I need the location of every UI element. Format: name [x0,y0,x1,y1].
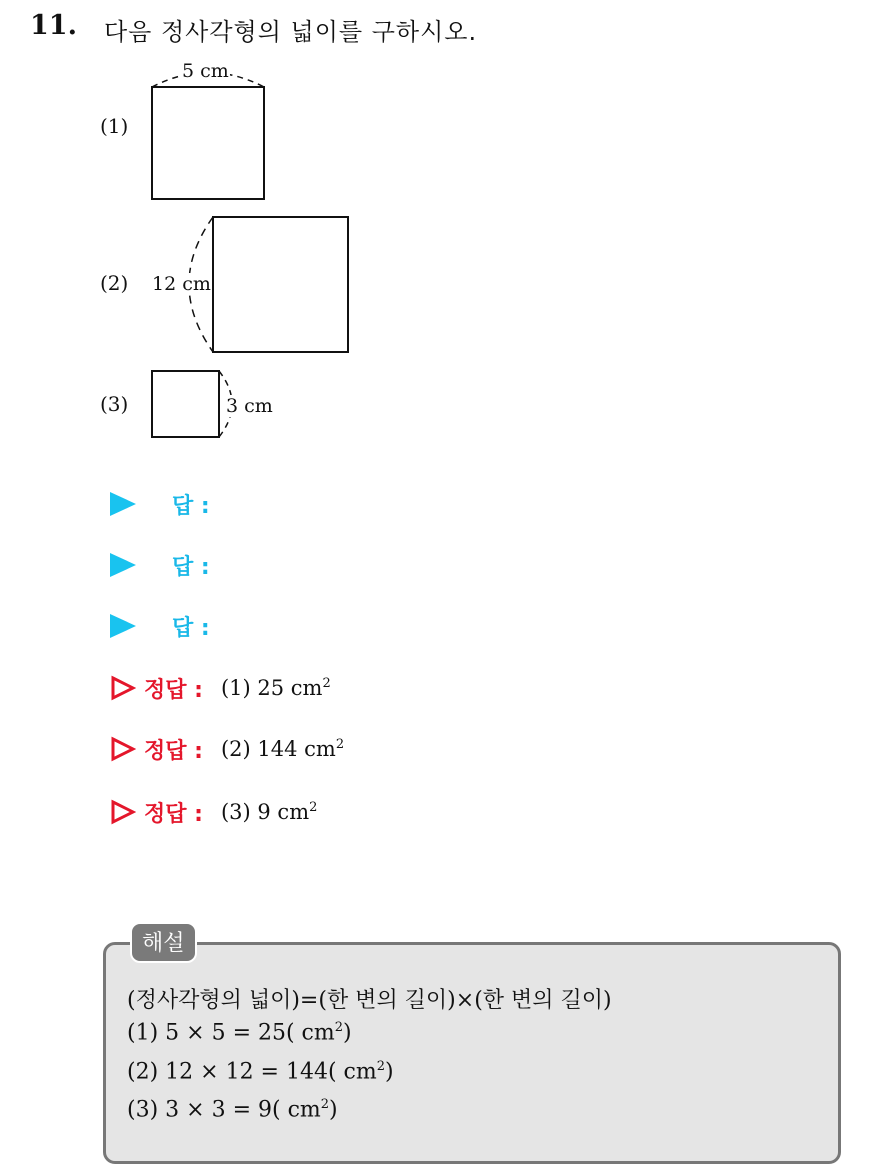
answer-row-3 [110,609,210,643]
answer-row-2 [110,548,210,582]
correct-answer-label: 정답 : [144,738,203,764]
square-3 [152,371,219,437]
square-1 [152,87,264,199]
question-text: 다음 정사각형의 넓이를 구하시오. [104,18,478,46]
question-number: 11. [30,10,77,41]
outline-triangle-icon [110,799,136,825]
explanation-line-3: (3) 3 × 3 = 9( $cm^2$) [127,1097,338,1123]
dimension-label-1: 5 cm [182,60,229,82]
square-2 [213,217,348,352]
correct-answer-label: 정답 : [144,801,203,827]
answer-label: 답 : [172,493,210,519]
play-triangle-icon [110,553,136,577]
explanation-formula: (정사각형의 넓이)=(한 변의 길이)×(한 변의 길이) [127,988,612,1013]
figure-label-1: (1) [100,114,129,138]
answer-label: 답 : [172,615,210,641]
explanation-line-1: (1) 5 × 5 = 25( $cm^2$) [127,1020,352,1046]
answer-label: 답 : [172,554,210,580]
explanation-tag: 해설 [130,922,197,963]
explanation-box [103,942,841,1164]
squares-figure [0,0,884,460]
outline-triangle-icon [110,675,136,701]
correct-answer-label: 정답 : [144,677,203,703]
dimension-label-3: 3 cm [226,395,273,417]
correct-answer-row-2 [110,732,344,766]
correct-answer-row-1 [110,671,331,705]
figure-label-2: (2) [100,271,129,295]
explanation-line-2: (2) 12 × 12 = 144( $cm^2$) [127,1059,394,1085]
answer-row-1 [110,487,210,521]
dimension-label-2: 12 cm [152,273,211,295]
correct-answer-value: (3) 9 $cm^2$ [220,800,318,824]
correct-answer-row-3 [110,795,317,829]
play-triangle-icon [110,614,136,638]
correct-answer-value: (1) 25 $cm^2$ [220,676,331,700]
play-triangle-icon [110,492,136,516]
outline-triangle-icon [110,736,136,762]
figure-label-3: (3) [100,392,129,416]
correct-answer-value: (2) 144 $cm^2$ [220,737,345,761]
